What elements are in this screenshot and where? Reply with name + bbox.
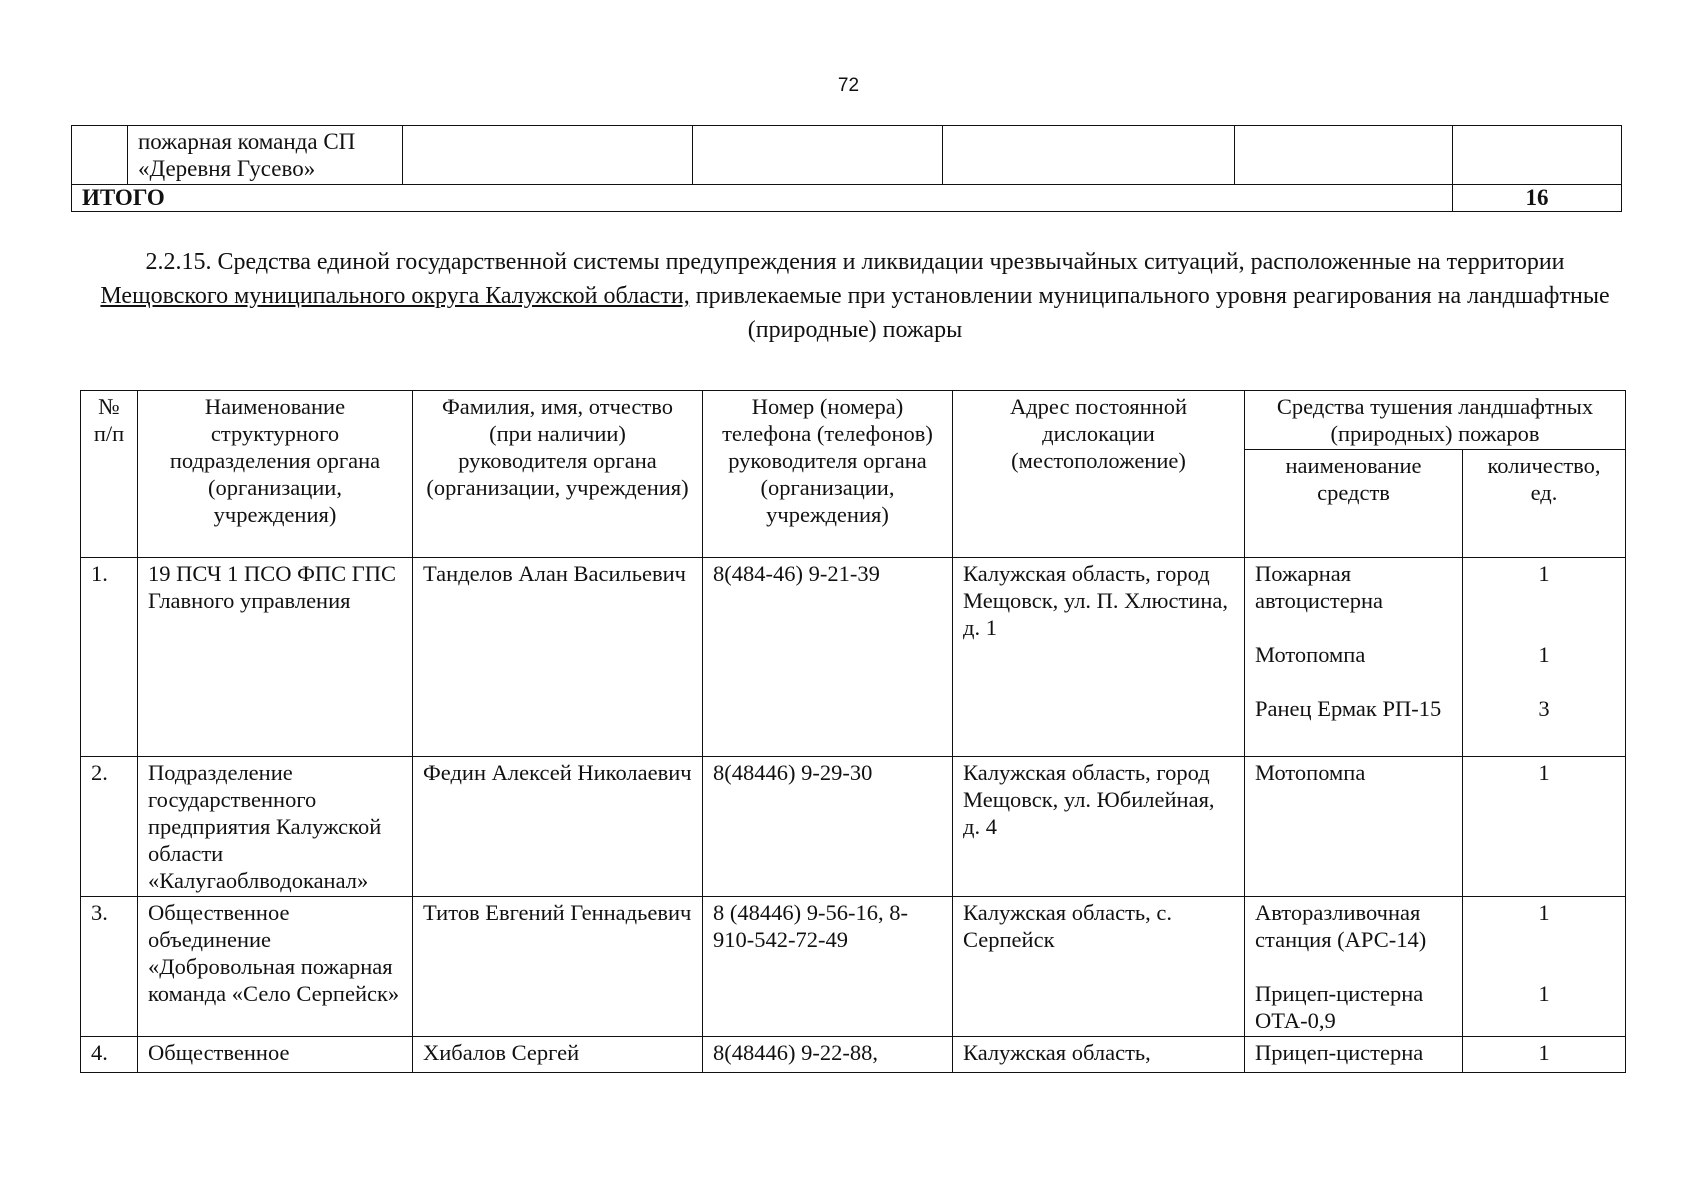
equipment-name: Мотопомпа (1255, 760, 1366, 785)
col-means-name: наименование средств (1245, 450, 1463, 558)
equipment-name: Ранец Ермак РП-15 (1255, 696, 1442, 721)
page-number: 72 (837, 75, 860, 96)
col-name: Наименование структурного подразделения органа (организации, учреждения) (138, 391, 413, 558)
continuation-table (71, 125, 1622, 212)
equipment-qty: 1 (1538, 981, 1550, 1006)
section-heading: 2.2.15. Средства единой государственной системы предупреждения и ликвидации чрезвычайных ситуаций, расположенные на территории Мещовского муниципального округа Калужской области, привлекаемые при установлении муниципального уровня реагирования на ландшафтные (природные) пожары (100, 249, 1610, 343)
total-label: ИТОГО (72, 185, 1453, 212)
equipment-qty: 1 (1538, 561, 1550, 586)
equipment-qty: 1 (1538, 760, 1550, 785)
equipment-name: Авторазливочная станция (АРС-14) (1255, 900, 1427, 952)
equipment-qty: 1 (1538, 900, 1550, 925)
table-row (72, 126, 1622, 185)
table-row: 1. 19 ПСЧ 1 ПСО ФПС ГПС Главного управления Танделов Алан Васильевич 8(484-46) 9-21-39 Калужская область, город Мещовск, ул. П. Хлюстина, д. 1 Пожарная автоцистерна Мотопомпа Ранец Ермак РП-15 1 1 3 (81, 558, 1626, 757)
table-row: 3. Общественное объединение «Добровольная пожарная команда «Село Серпейск» Титов Евгений Геннадьевич 8 (48446) 9-56-16, 8-910-542-72-49 Калужская область, с. Серпейск Авторазливочная станция (АРС-14) Прицеп-цистерна ОТА-0,9 1 1 (81, 897, 1626, 1037)
equipment-name: Прицеп-цистерна ОТА-0,9 (1255, 981, 1424, 1033)
equipment-qty: 3 (1538, 696, 1550, 721)
equipment-name: Пожарная автоцистерна (1255, 561, 1384, 613)
total-row (72, 185, 1622, 212)
header-row (81, 391, 1626, 450)
table-row: 4. Общественное Хибалов Сергей 8(48446) 9-22-88, Калужская область, Прицеп-цистерна 1 (81, 1037, 1626, 1073)
equipment-name: Прицеп-цистерна (1245, 1037, 1463, 1073)
col-means-qty: количество, ед. (1463, 450, 1626, 558)
total-value: 16 (1453, 185, 1622, 212)
table-row: 2. Подразделение государственного предприятия Калужской области «Калугаоблводоканал» Федин Алексей Николаевич 8(48446) 9-29-30 Калужская область, город Мещовск, ул. Юбилейная, д. 4 Мотопомпа 1 (81, 757, 1626, 897)
row-name-cell: пожарная команда СП «Деревня Гусево» (128, 126, 403, 185)
equipment-qty: 1 (1463, 1037, 1626, 1073)
col-address: Адрес постоянной дислокации (местоположение) (953, 391, 1245, 558)
equipment-qty: 1 (1538, 642, 1550, 667)
col-head: Фамилия, имя, отчество (при наличии) руководителя органа (организации, учреждения) (413, 391, 703, 558)
heading-underlined: Мещовского муниципального округа Калужской области, (100, 283, 690, 309)
resources-table (80, 390, 1626, 1073)
equipment-name: Мотопомпа (1255, 642, 1366, 667)
col-phone: Номер (номера) телефона (телефонов) руководителя органа (организации, учреждения) (703, 391, 953, 558)
col-num: № п/п (81, 391, 138, 558)
col-means: Средства тушения ландшафтных (природных) пожаров (1245, 391, 1626, 450)
